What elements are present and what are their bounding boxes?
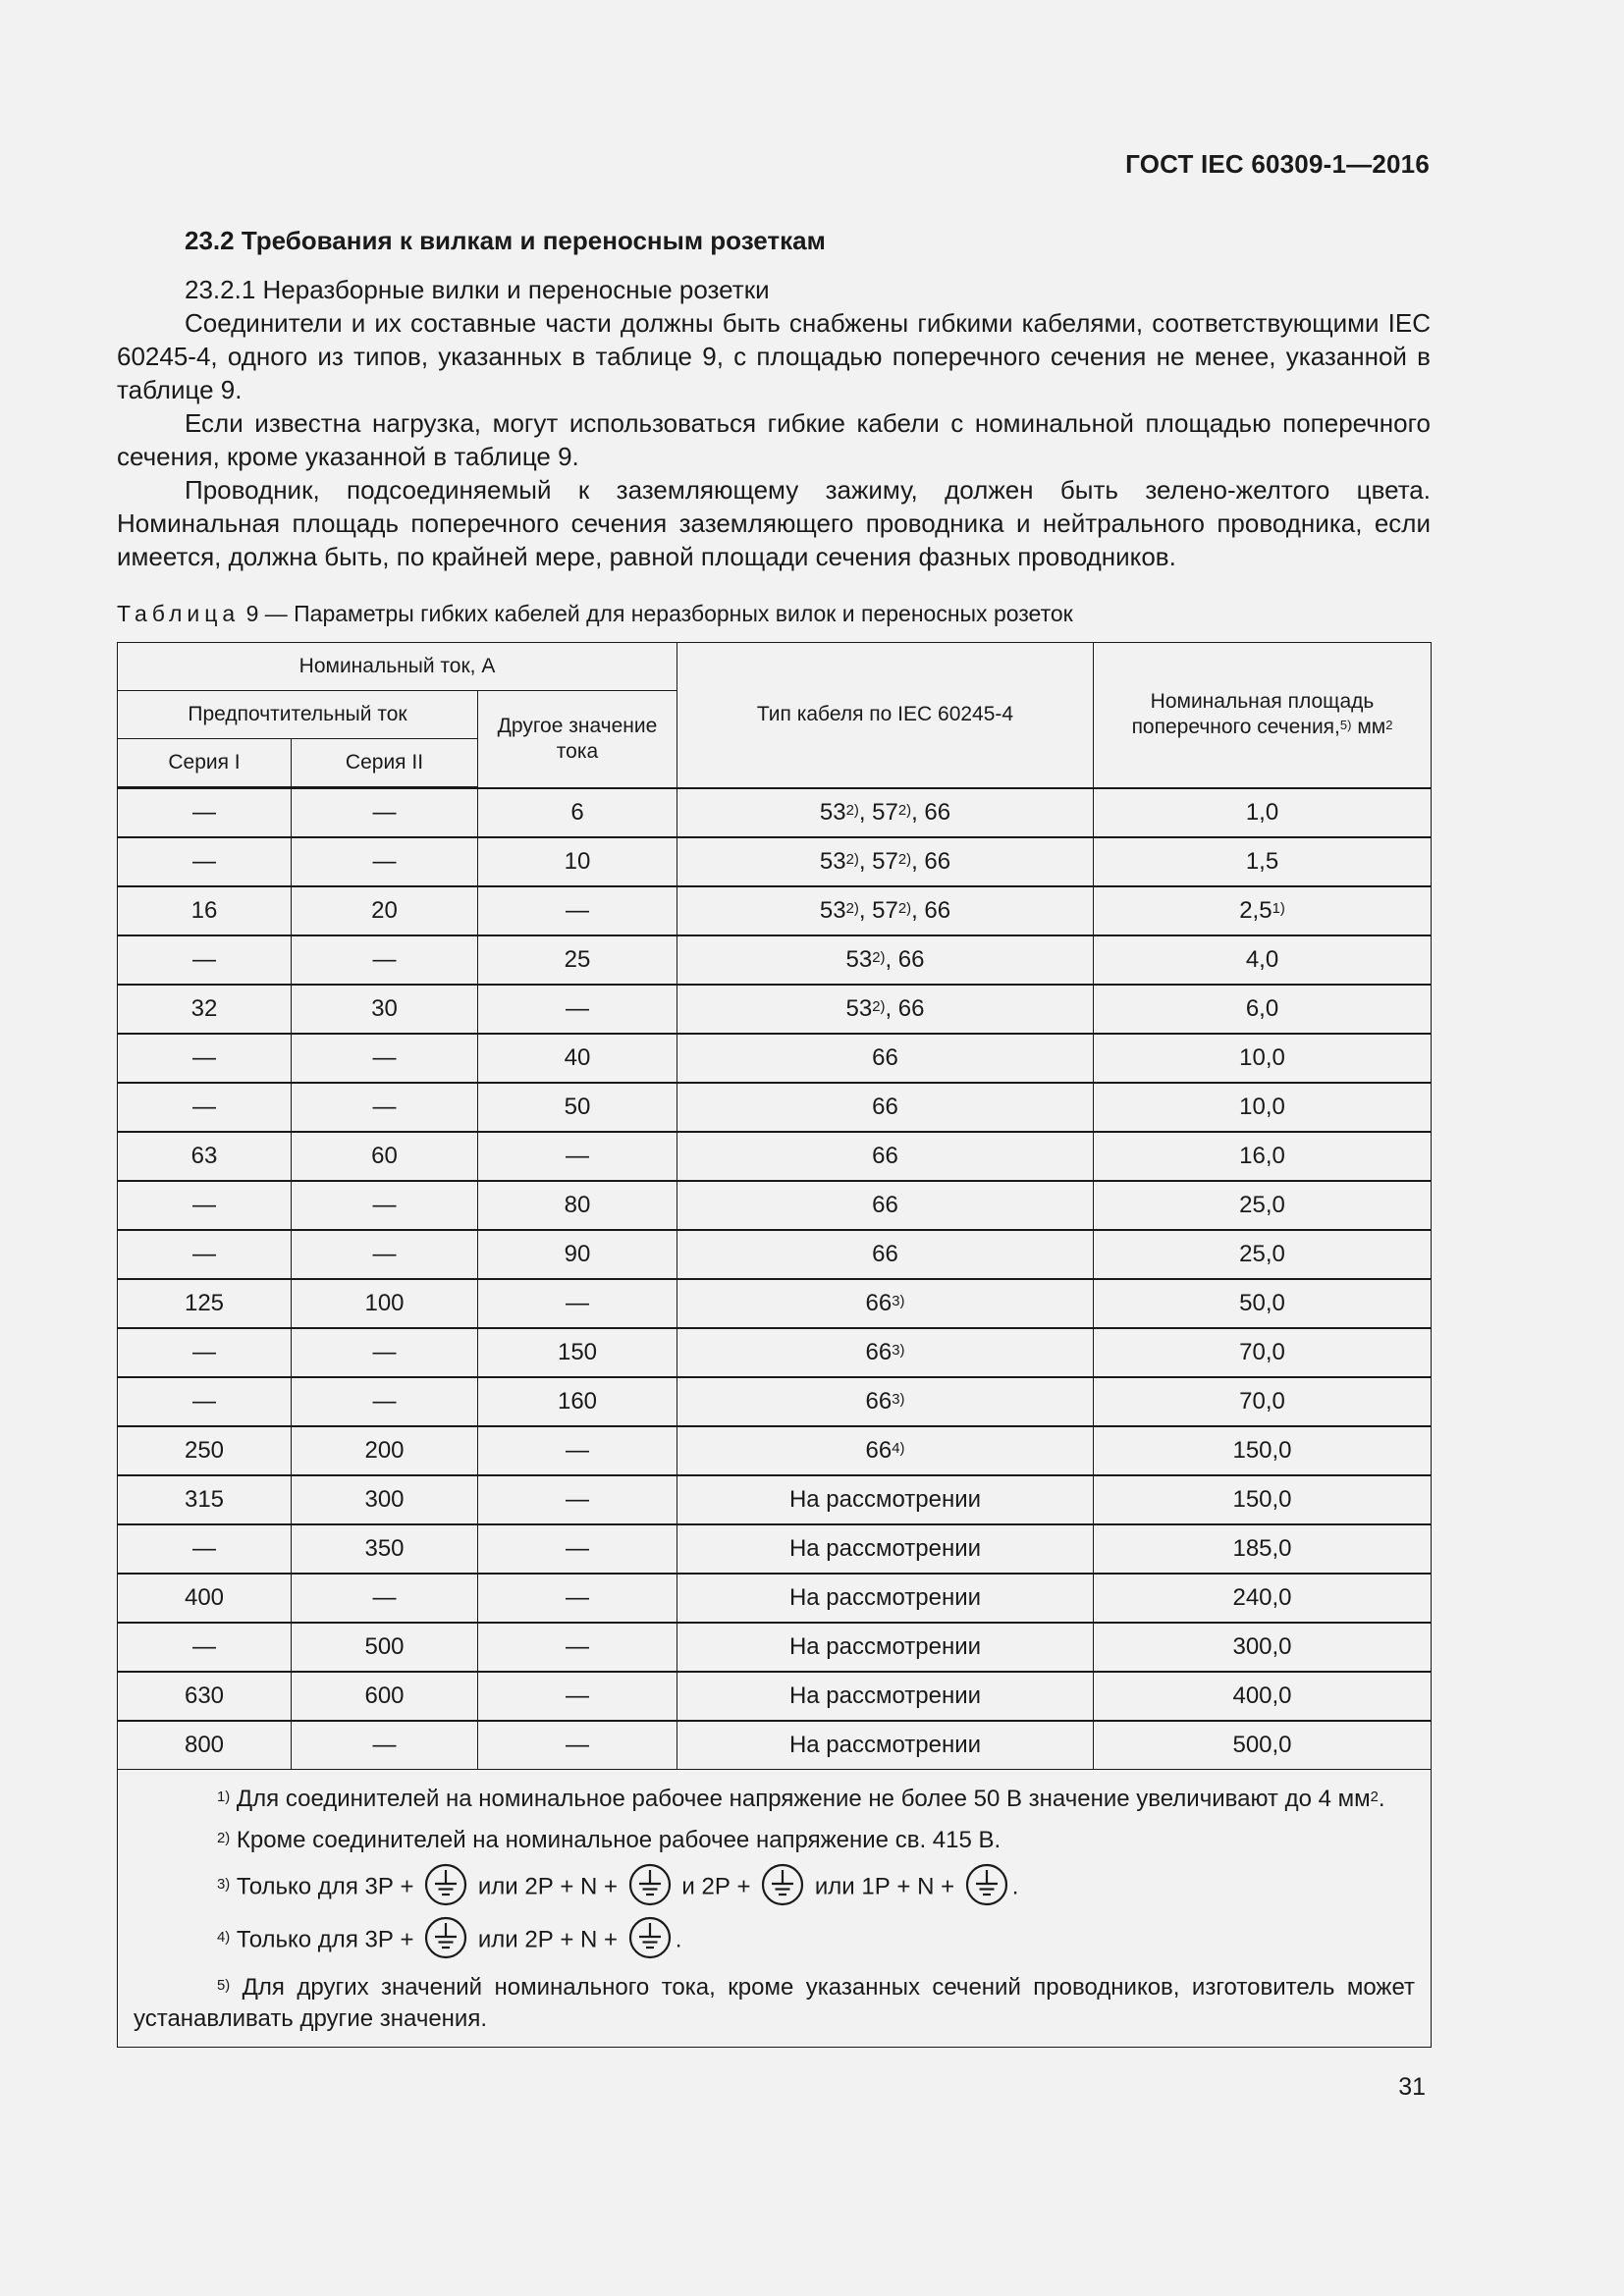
cell-area [1094,1426,1432,1475]
cell-cable-type [677,788,1094,838]
protective-earth-icon [424,1916,467,1959]
footnote-text: Кроме соединителей на номинальное рабочее напряжение св. 415 В. [236,1827,1001,1853]
table-caption [117,601,1073,627]
cell-area [1094,1377,1432,1426]
cell-other-value: 50 [478,1083,677,1132]
cell-footnote-ref: 2) [897,900,912,917]
cell-text: 66 [865,1437,893,1464]
cell-series-1: — [118,1181,292,1230]
table-row [118,1623,1432,1672]
cell-cable-type [677,1426,1094,1475]
cell-series-1: 630 [118,1672,292,1721]
cell-footnote-ref: 3) [892,1293,905,1309]
cell-cable-type [677,886,1094,935]
cell-text: , 66 [911,798,951,826]
cell-series-2: — [292,1574,478,1623]
cell-text: На рассмотрении [788,1486,982,1513]
cell-other-value: — [478,1524,677,1574]
cable-parameters-table [117,642,1432,2048]
cell-cable-type [677,1083,1094,1132]
cell-other-value: — [478,1623,677,1672]
cell-cable-type [677,1328,1094,1377]
cell-other-value: 90 [478,1230,677,1279]
table-row [118,1279,1432,1328]
footnote-3 [134,1866,1415,1909]
cell-series-2: — [292,1377,478,1426]
paragraph: 23.2.1 Неразборные вилки и переносные розетки [185,275,770,304]
cell-series-1: — [118,837,292,886]
cell-area [1094,1623,1432,1672]
cell-footnote-ref: 2) [872,998,886,1015]
protective-earth-icon [424,1863,467,1906]
cell-text: 66 [865,1388,893,1415]
cell-other-value: 10 [478,837,677,886]
footnote-text: или 2Р + N + [477,1873,619,1900]
protective-earth-icon [965,1863,1008,1906]
cell-series-1: 125 [118,1279,292,1328]
table-row [118,1230,1432,1279]
cell-other-value: — [478,985,677,1034]
footnote-mark: 4) [217,1930,231,1947]
table-row [118,886,1432,935]
header-cable-type: Тип кабеля по IEC 60245-4 [677,643,1094,788]
cell-text: 53 [845,995,873,1022]
footnote-1 [134,1784,1415,1815]
paragraph: Проводник, подсоединяемый к заземляющему зажиму, должен быть зелено-желтого цвета. Номинальная площадь поперечного сечения заземляющего проводника и нейтрального проводника, если имеется, должна быть, по крайней мере, равной площади сечения фазных проводников. [117,475,1431,571]
cell-area [1094,1083,1432,1132]
cell-series-2: 30 [292,985,478,1034]
header-series-1: Серия I [118,739,292,788]
header-preferred: Предпочтительный ток [118,691,478,739]
cell-text: На рассмотрении [788,1535,982,1562]
cell-text: 500,0 [1232,1732,1292,1758]
cell-text: 6,0 [1245,995,1279,1022]
cell-series-2: 350 [292,1524,478,1574]
cell-text: 1,0 [1245,798,1279,826]
cell-text: 16,0 [1239,1143,1285,1169]
header-area-footnote: 5) [1339,717,1352,732]
cell-text: На рассмотрении [788,1633,982,1660]
cell-cable-type [677,935,1094,985]
cell-footnote-ref: 3) [892,1342,905,1359]
table-row [118,1721,1432,1770]
cell-text: 50,0 [1239,1290,1285,1316]
table-row [118,1034,1432,1083]
cell-text: , 66 [885,995,925,1022]
cell-area [1094,1721,1432,1770]
cell-series-1: 250 [118,1426,292,1475]
cell-text: , 66 [885,946,925,973]
footnote-text: Только для 3Р + [236,1926,414,1953]
cell-series-2: — [292,788,478,838]
cell-text: , 57 [858,897,898,924]
cell-other-value: 6 [478,788,677,838]
table-row [118,1328,1432,1377]
cell-series-2: 100 [292,1279,478,1328]
table-row [118,985,1432,1034]
cell-series-2: 300 [292,1475,478,1524]
footnote-end: . [1011,1873,1019,1900]
cell-text: 240,0 [1232,1584,1292,1611]
cell-footnote-ref: 2) [845,851,859,868]
cell-series-2: — [292,1034,478,1083]
table-row [118,1672,1432,1721]
cell-cable-type [677,1574,1094,1623]
cell-series-1: — [118,1328,292,1377]
cell-cable-type [677,1181,1094,1230]
cell-text: 25,0 [1239,1192,1285,1218]
protective-earth-icon [628,1916,672,1959]
cell-text: 66 [872,1044,898,1071]
footnote-end: . [675,1926,682,1953]
table-row [118,788,1432,838]
table-row [118,1377,1432,1426]
cell-other-value: — [478,1279,677,1328]
cell-area [1094,1181,1432,1230]
cell-footnote-ref: 2) [845,802,859,819]
table-row [118,1083,1432,1132]
cell-area [1094,935,1432,985]
page-number: 31 [1398,2073,1426,2101]
paragraph: Если известна нагрузка, могут использоваться гибкие кабели с номинальной площадью поперечного сечения, кроме указанной в таблице 9. [117,408,1431,471]
cell-text: 300,0 [1232,1633,1292,1660]
cell-text: , 66 [911,848,951,875]
cell-text: 53 [819,897,846,924]
paragraph: Соединители и их составные части должны быть снабжены гибкими кабелями, соответствующими IEC 60245-4, одного из типов, указанных в таблице 9, с площадью поперечного сечения не менее, указанной в таблице 9. [117,308,1431,404]
protective-earth-icon [628,1863,672,1906]
cell-footnote-ref: 2) [897,802,912,819]
cell-area [1094,1672,1432,1721]
cell-series-2: 500 [292,1623,478,1672]
cell-series-2: 200 [292,1426,478,1475]
cell-text: , 57 [858,798,898,826]
cell-footnote-ref: 2) [897,851,912,868]
cell-text: 53 [819,798,846,826]
cell-text: 150,0 [1232,1437,1292,1464]
section-body [117,273,1431,573]
cell-text: 66 [872,1192,898,1218]
footnote-text: Только для 3Р + [236,1873,414,1900]
cell-text: 70,0 [1239,1388,1285,1415]
cell-text: 66 [872,1094,898,1120]
cell-cable-type [677,1377,1094,1426]
table-row [118,1524,1432,1574]
cell-text: 400,0 [1232,1682,1292,1709]
footnote-unit-sup: 2 [1370,1789,1379,1805]
cell-other-value: 40 [478,1034,677,1083]
table-row [118,1181,1432,1230]
cell-text: , 66 [911,897,951,924]
section-heading: 23.2 Требования к вилкам и переносным розеткам [185,226,826,255]
cell-other-value: — [478,1426,677,1475]
header-other-value: Другое значение тока [478,691,677,788]
cell-series-2: — [292,1083,478,1132]
footnote-text: Для других значений номинального тока, кроме указанных сечений проводников, изготовитель может устанавливать другие значения. [134,1974,1415,2032]
header-series-2: Серия II [292,739,478,788]
cell-other-value: — [478,1574,677,1623]
cell-series-2: — [292,935,478,985]
table-row [118,1132,1432,1181]
cell-other-value: — [478,1721,677,1770]
table-body [118,788,1432,1770]
cell-text: 70,0 [1239,1339,1285,1365]
cell-other-value: — [478,1132,677,1181]
cell-area [1094,1524,1432,1574]
cell-text: 2,5 [1239,897,1272,924]
cell-other-value: 150 [478,1328,677,1377]
cell-series-1: 16 [118,886,292,935]
cell-series-1: — [118,1230,292,1279]
cell-footnote-ref: 4) [892,1440,905,1457]
cell-series-2: — [292,1230,478,1279]
cell-area [1094,886,1432,935]
table-row [118,935,1432,985]
protective-earth-icon [761,1863,804,1906]
cell-series-1: 63 [118,1132,292,1181]
cell-other-value: 160 [478,1377,677,1426]
cell-area [1094,1279,1432,1328]
cell-cable-type [677,1132,1094,1181]
table-row [118,1426,1432,1475]
header-rated-current: Номинальный ток, А [118,643,677,691]
cell-other-value: 25 [478,935,677,985]
cell-text: 150,0 [1232,1486,1292,1513]
table-caption-lead: Таблица [117,601,241,626]
table-row [118,837,1432,886]
cell-text: 66 [872,1143,898,1169]
header-area [1094,643,1432,788]
cell-text: 1,5 [1245,848,1279,875]
cell-series-2: — [292,1181,478,1230]
header-area-unit: мм [1357,716,1386,739]
cell-area [1094,1230,1432,1279]
cell-area [1094,788,1432,838]
cell-cable-type [677,1475,1094,1524]
cell-series-2: 600 [292,1672,478,1721]
cell-other-value: — [478,886,677,935]
cell-series-1: 400 [118,1574,292,1623]
cell-area [1094,1132,1432,1181]
footnote-text: или 2Р + N + [477,1926,619,1953]
table-caption-text: 9 — Параметры гибких кабелей для неразборных вилок и переносных розеток [245,601,1073,626]
cell-series-1: — [118,1623,292,1672]
cell-series-1: — [118,788,292,838]
cell-text: , 57 [858,848,898,875]
header-area-unit-sup: 2 [1385,717,1393,732]
cell-footnote-ref: 2) [872,949,886,966]
cell-other-value: 80 [478,1181,677,1230]
cell-series-2: 20 [292,886,478,935]
footnote-text: или 1Р + N + [814,1873,955,1900]
cell-text: 53 [819,848,846,875]
cell-series-2: — [292,837,478,886]
cell-other-value: — [478,1475,677,1524]
cell-area [1094,985,1432,1034]
cell-cable-type [677,1623,1094,1672]
cell-cable-type [677,837,1094,886]
cell-text: На рассмотрении [788,1584,982,1611]
cell-series-1: 800 [118,1721,292,1770]
footnote-4 [134,1919,1415,1962]
cell-series-1: — [118,1034,292,1083]
cell-footnote-ref: 3) [892,1391,905,1408]
table-row [118,1475,1432,1524]
footnote-mark: 5) [217,1977,231,1994]
cell-footnote-ref: 2) [845,900,859,917]
footnote-mark: 1) [217,1789,231,1805]
cell-series-1: — [118,1377,292,1426]
cell-series-1: — [118,935,292,985]
cell-cable-type [677,1034,1094,1083]
cell-series-1: 315 [118,1475,292,1524]
footnote-text: Для соединителей на номинальное рабочее напряжение не более 50 В значение увеличивают до 4 мм [236,1786,1371,1812]
cell-text: 10,0 [1239,1044,1285,1071]
cell-text: На рассмотрении [788,1732,982,1758]
cell-cable-type [677,1721,1094,1770]
cell-area [1094,1328,1432,1377]
cell-cable-type [677,1672,1094,1721]
cell-cable-type [677,1524,1094,1574]
footnote-mark: 2) [217,1830,231,1846]
cell-area [1094,837,1432,886]
cell-area [1094,1034,1432,1083]
footnote-mark: 3) [217,1877,231,1894]
cell-text: 185,0 [1232,1535,1292,1562]
table-notes [118,1770,1432,2048]
cell-text: 53 [845,946,873,973]
cell-text: 25,0 [1239,1241,1285,1267]
cell-area [1094,1574,1432,1623]
cell-other-value: — [478,1672,677,1721]
cell-series-1: — [118,1524,292,1574]
cell-series-2: — [292,1328,478,1377]
footnote-text: и 2Р + [681,1873,751,1900]
cell-footnote-ref: 1) [1272,900,1285,917]
cell-text: 10,0 [1239,1094,1285,1120]
cell-cable-type [677,1230,1094,1279]
cell-text: 66 [872,1241,898,1267]
page-header-standard: ГОСТ IEC 60309-1—2016 [1125,149,1430,179]
cell-area [1094,1475,1432,1524]
cell-cable-type [677,985,1094,1034]
cell-series-2: — [292,1721,478,1770]
table-row [118,1574,1432,1623]
cell-series-1: 32 [118,985,292,1034]
cell-cable-type [677,1279,1094,1328]
footnote-2 [134,1825,1415,1856]
footnote-5 [134,1972,1415,2035]
cell-text: 66 [865,1290,893,1316]
header-area-text: Номинальная площадь поперечного сечения, [1131,690,1375,739]
cell-series-1: — [118,1083,292,1132]
footnote-end: . [1378,1786,1385,1812]
cell-text: 66 [865,1339,893,1365]
cell-text: На рассмотрении [788,1682,982,1709]
cell-series-2: 60 [292,1132,478,1181]
cell-text: 4,0 [1245,946,1279,973]
